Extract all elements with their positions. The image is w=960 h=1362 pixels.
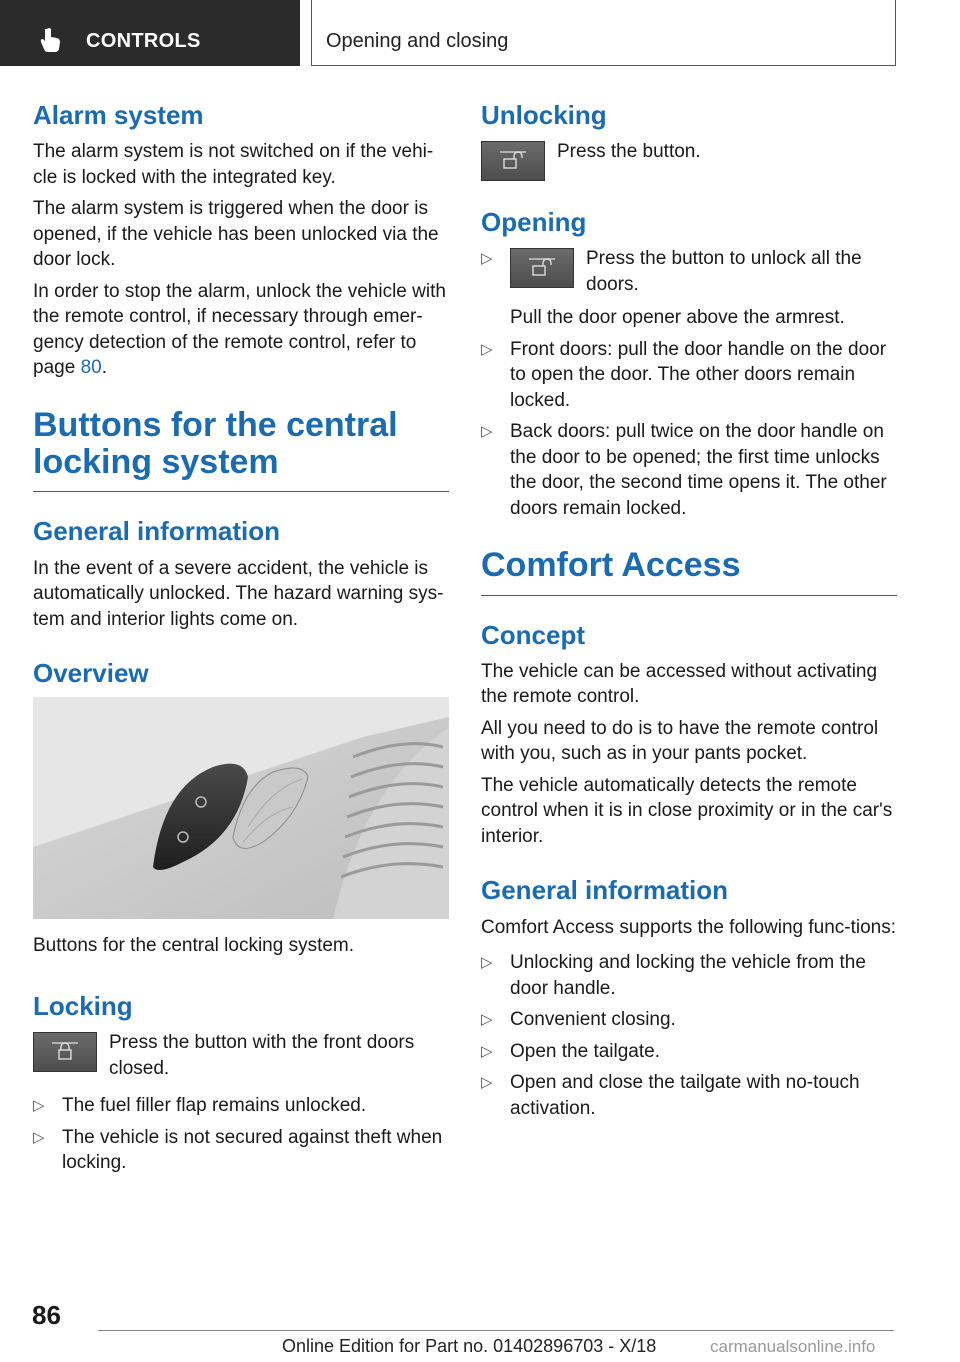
general-info-title: General information	[33, 516, 281, 547]
comfort-general-title: General information	[481, 875, 729, 906]
edition-text: Online Edition for Part no. 01402896703 - X/18	[282, 1336, 657, 1356]
opening-title: Opening	[481, 207, 587, 238]
list-item: ▷ Front doors: pull the door handle on the door to open the door. The other doors remain locked.	[481, 338, 887, 411]
concept-p1: The vehicle can be accessed without activating the remote control.	[481, 660, 878, 708]
list-item: ▷ The vehicle is not secured against theft when locking.	[33, 1126, 443, 1174]
general-info-section	[33, 516, 449, 632]
open-extra-text: Pull the door opener above the armrest.	[510, 307, 845, 329]
overview-title: Overview	[33, 658, 149, 689]
lock-button-row	[33, 1030, 449, 1081]
footer-divider	[98, 1330, 894, 1331]
alarm-title: Alarm system	[33, 100, 204, 130]
comfort-general-section	[481, 875, 897, 1121]
comfort-bullets	[481, 950, 897, 1121]
triangle-right-icon: ▷	[481, 1042, 493, 1060]
alarm-section	[33, 100, 449, 381]
list-item: ▷ The fuel filler flap remains unlocked.	[33, 1093, 449, 1119]
comfort-general-text: Comfort Access supports the following func‐tions:	[481, 916, 897, 938]
unlock-button-image	[481, 141, 545, 181]
opening-section	[481, 207, 897, 521]
overview-caption: Buttons for the central locking system.	[33, 935, 355, 957]
left-column	[33, 100, 449, 1182]
unlock-button-text: Press the button.	[557, 141, 701, 163]
right-column	[481, 100, 897, 1127]
triangle-right-icon: ▷	[481, 1011, 493, 1029]
list-item: ▷ Unlocking and locking the vehicle from the door handle.	[481, 952, 866, 999]
overview-section	[33, 658, 449, 959]
lock-icon	[50, 1041, 80, 1063]
buttons-heading: Buttons for the central locking system	[33, 407, 449, 493]
hand-pointer-icon	[38, 26, 64, 52]
unlock-icon	[527, 257, 557, 279]
locking-section	[33, 991, 449, 1176]
chapter-box	[311, 0, 896, 66]
open-button-text: Press the button to unlock all the doors.	[586, 248, 862, 295]
triangle-right-icon: ▷	[33, 1128, 45, 1146]
triangle-right-icon: ▷	[481, 340, 493, 358]
concept-p2: All you need to do is to have the remote control with you, such as in your pants pocket.	[481, 717, 879, 765]
triangle-right-icon: ▷	[481, 1074, 493, 1092]
alarm-p1: The alarm system is not switched on if the vehi‐cle is locked with the integrated key.	[33, 141, 434, 188]
concept-p3: The vehicle automatically detects the remote control when it is in close proximity or in the car's interior.	[481, 774, 893, 847]
triangle-right-icon: ▷	[33, 1097, 45, 1115]
unlock-button-row	[481, 139, 897, 181]
door-buttons-photo	[33, 697, 449, 919]
comfort-access-heading: Comfort Access	[481, 547, 897, 595]
unlock-button-image	[510, 248, 574, 288]
open-button-row	[510, 246, 897, 297]
locking-title: Locking	[33, 990, 133, 1021]
watermark: carmanualsonline.info	[710, 1337, 876, 1356]
concept-title: Concept	[481, 619, 585, 650]
chapter-title: Opening and closing	[326, 30, 509, 52]
concept-section	[481, 620, 897, 850]
unlocking-section	[481, 100, 897, 181]
unlock-icon	[498, 150, 528, 172]
page-number: 86	[32, 1300, 61, 1330]
triangle-right-icon: ▷	[481, 954, 493, 972]
list-item: ▷ Back doors: pull twice on the door handle on the door to be opened; the first time unlocks the door, the second time opens it. The other doors remain locked.	[481, 421, 887, 519]
alarm-p3: In order to stop the alarm, unlock the vehicle with the remote control, if necessary through emer‐gency detection of the remote control, refer to page 80.	[33, 280, 446, 379]
list-item: ▷ Open and close the tailgate with no-touch activation.	[481, 1072, 860, 1119]
section-tab	[0, 0, 300, 66]
opening-bullets	[481, 246, 897, 521]
list-item	[481, 246, 897, 331]
lock-button-text: Press the button with the front doors closed.	[109, 1032, 415, 1079]
triangle-right-icon: ▷	[481, 250, 493, 268]
unlocking-title: Unlocking	[481, 100, 607, 130]
general-info-text: In the event of a severe accident, the vehicle is automatically unlocked. The hazard warning sys‐tem and interior lights come on.	[33, 557, 444, 630]
page-header	[0, 0, 960, 66]
alarm-p2: The alarm system is triggered when the door is opened, if the vehicle has been unlocked via the door lock.	[33, 198, 439, 271]
list-item: ▷ Open the tailgate.	[481, 1039, 897, 1065]
lock-button-image	[33, 1032, 97, 1072]
list-item: ▷ Convenient closing.	[481, 1007, 897, 1033]
triangle-right-icon: ▷	[481, 423, 493, 441]
section-label: CONTROLS	[86, 30, 201, 52]
page-link[interactable]: 80	[80, 357, 102, 379]
locking-bullets	[33, 1093, 449, 1176]
